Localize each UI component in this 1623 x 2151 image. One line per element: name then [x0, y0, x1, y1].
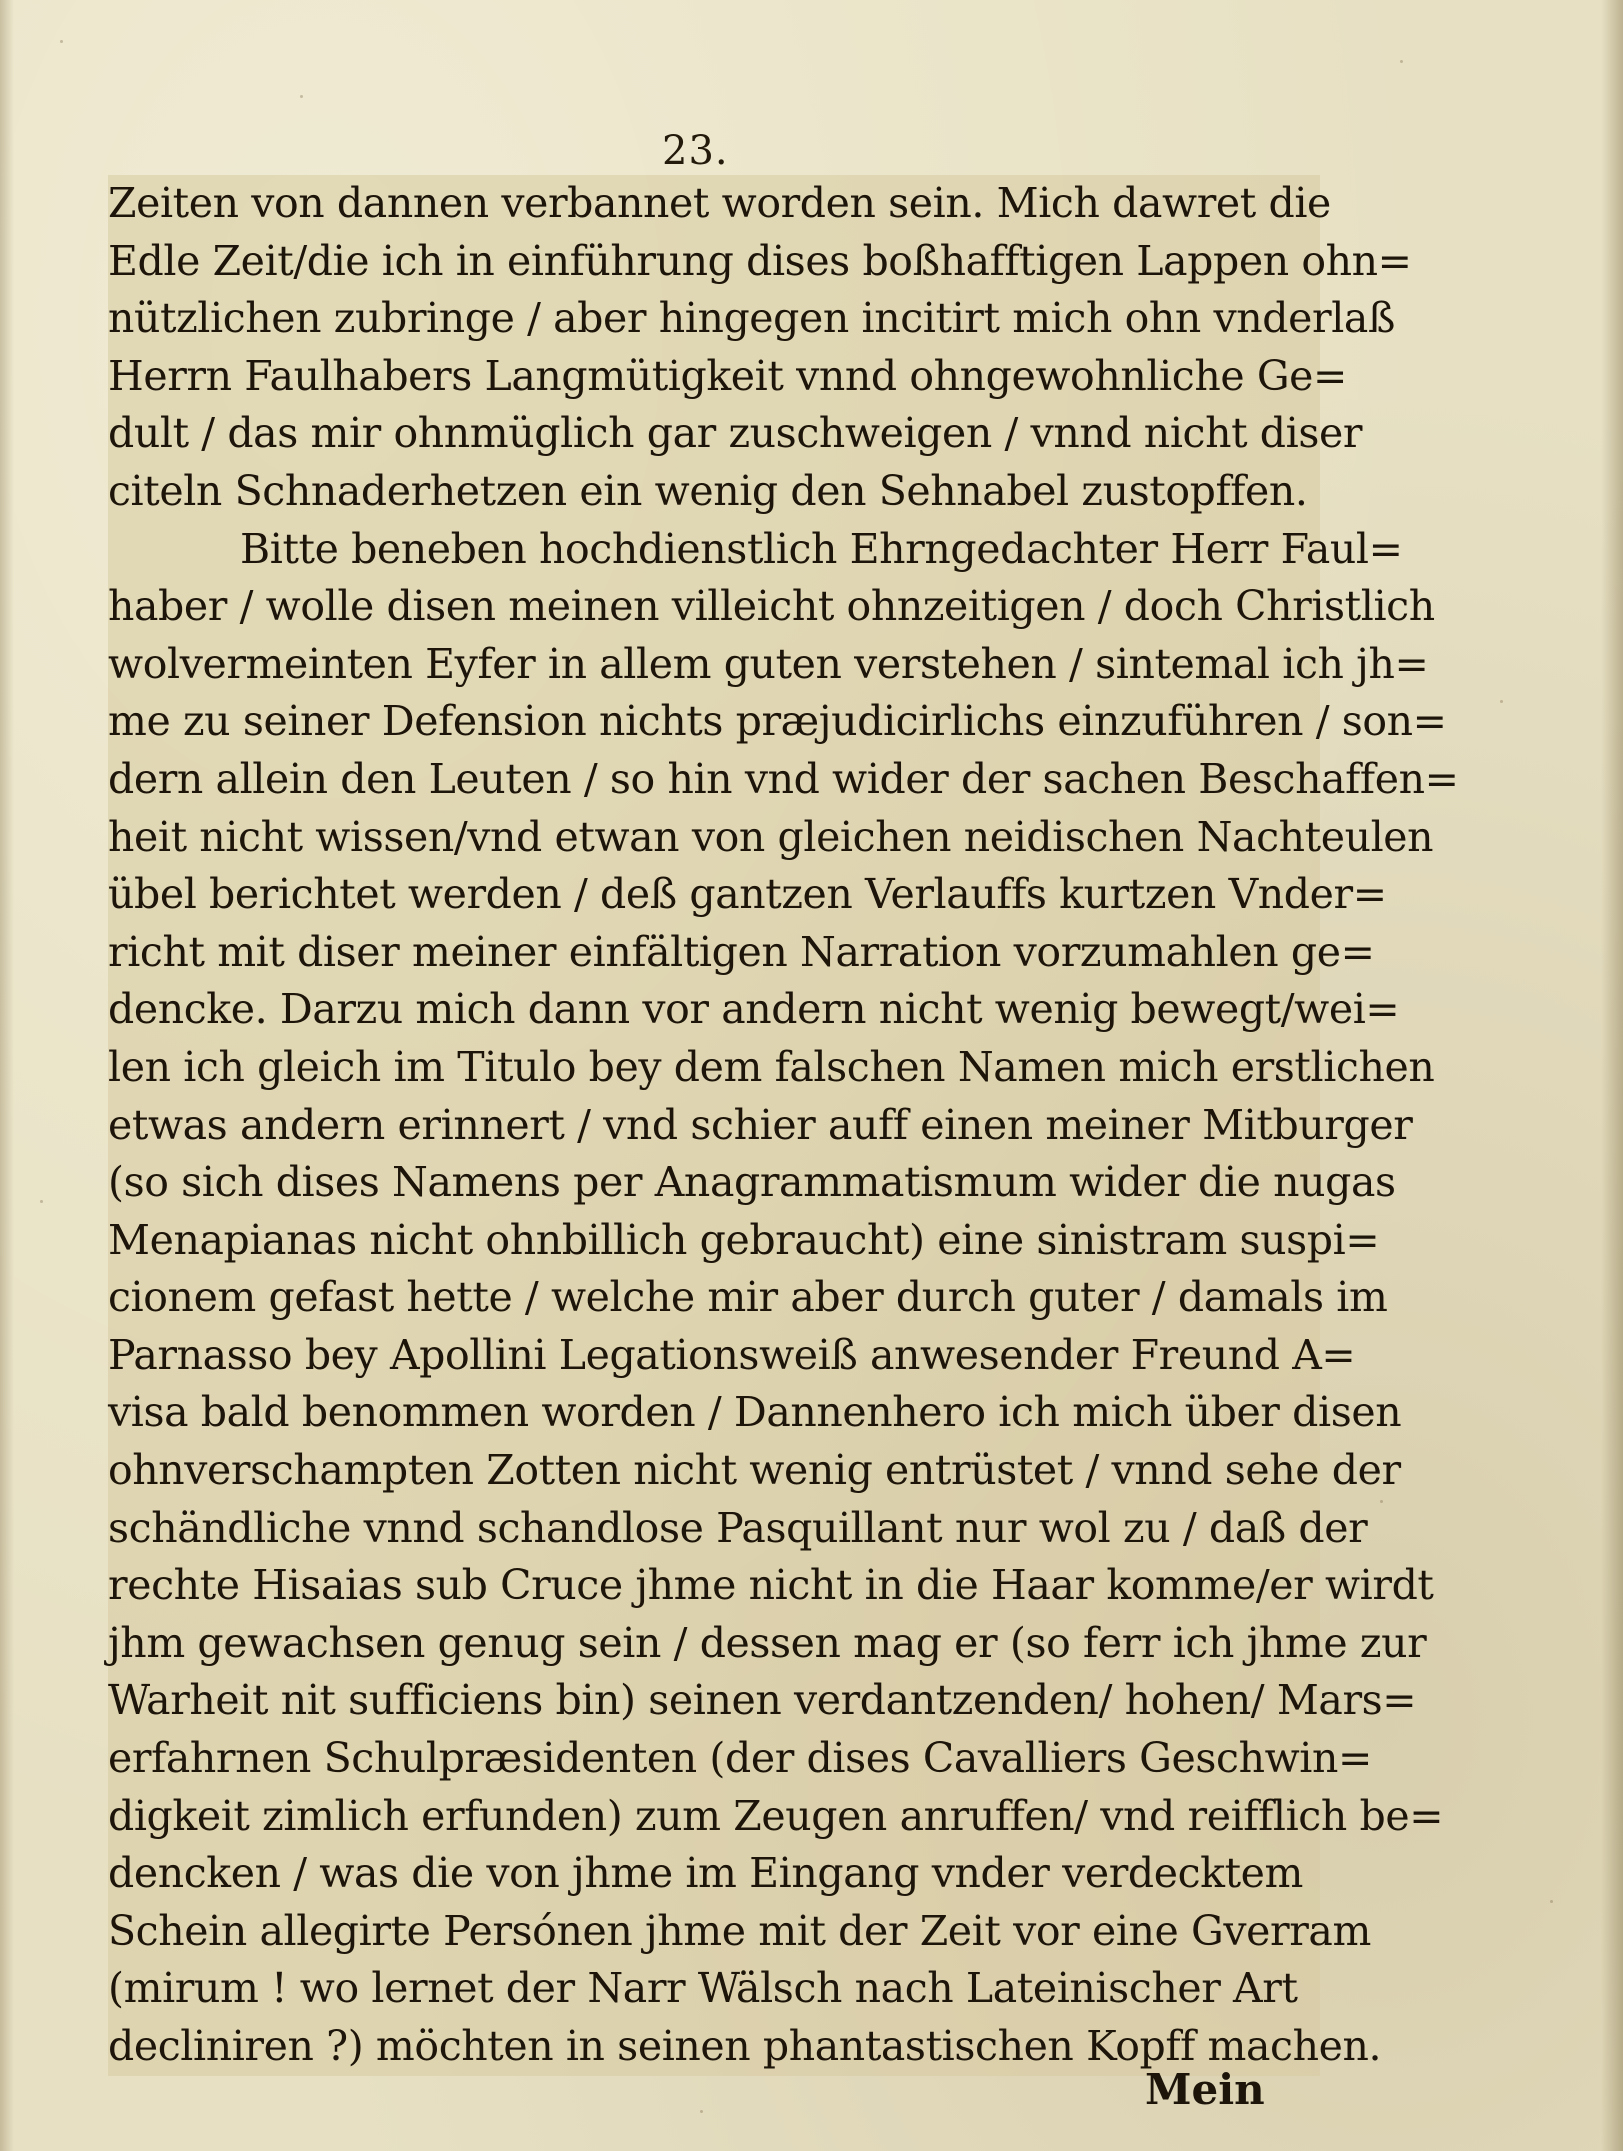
paper-speck	[1380, 1500, 1383, 1503]
text-line: Warheit nit sufficiens bin) seinen verdantzenden/ hohen/ Mars=	[108, 1676, 1417, 1725]
text-line: haber / wolle disen meinen villeicht ohnzeitigen / doch Christlich	[108, 582, 1435, 631]
text-line: etwas andern erinnert / vnd schier auff einen meiner Mitburger	[108, 1100, 1413, 1149]
text-line: len ich gleich im Titulo bey dem falschen Namen mich erstlichen	[108, 1042, 1435, 1091]
text-line: schändliche vnnd schandlose Pasquillant nur wol zu / daß der	[108, 1503, 1368, 1552]
body-text	[108, 175, 1459, 2076]
text-line: übel berichtet werden / deß gantzen Verlauffs kurtzen Vnder=	[108, 870, 1387, 919]
text-line: heit nicht wissen/vnd etwan von gleichen neidischen Nachteulen	[108, 812, 1434, 861]
text-line: Parnasso bey Apollini Legationsweiß anwesender Freund A=	[108, 1330, 1356, 1379]
text-line: erfahrnen Schulpræsidenten (der dises Cavalliers Geschwin=	[108, 1734, 1372, 1783]
catchword: Mein	[1145, 2065, 1265, 2114]
text-line: (so sich dises Namens per Anagrammatismum wider die nugas	[108, 1158, 1396, 1207]
text-line: Bitte beneben hochdienstlich Ehrngedachter Herr Faul=	[240, 524, 1403, 573]
text-line: dult / das mir ohnmüglich gar zuschweigen / vnnd nicht diser	[108, 409, 1363, 458]
paper-speck	[1400, 60, 1403, 63]
page-number: 23.	[662, 128, 729, 174]
text-line: dern allein den Leuten / so hin vnd wider der sachen Beschaffen=	[108, 754, 1459, 803]
text-line: jhm gewachsen genug sein / dessen mag er (so ferr ich jhme zur	[108, 1618, 1427, 1667]
text-line: dencken / was die von jhme im Eingang vnder verdecktem	[108, 1849, 1304, 1898]
paper-speck	[300, 95, 303, 98]
text-line: nützlichen zubringe / aber hingegen incitirt mich ohn vnderlaß	[108, 294, 1395, 343]
paper-speck	[60, 40, 63, 43]
paper-speck	[1550, 1900, 1553, 1903]
text-line: wolvermeinten Eyfer in allem guten verstehen / sintemal ich jh=	[108, 639, 1429, 688]
paper-speck	[700, 2110, 703, 2113]
text-line: citeln Schnaderhetzen ein wenig den Sehnabel zustopffen.	[108, 466, 1308, 515]
text-line: ohnverschampten Zotten nicht wenig entrüstet / vnnd sehe der	[108, 1446, 1401, 1495]
text-line: digkeit zimlich erfunden) zum Zeugen anruffen/ vnd reifflich be=	[108, 1791, 1444, 1840]
text-line: richt mit diser meiner einfältigen Narration vorzumahlen ge=	[108, 927, 1375, 976]
text-line: dencke. Darzu mich dann vor andern nicht wenig bewegt/wei=	[108, 985, 1400, 1034]
page-edge-left	[0, 0, 14, 2151]
text-line: decliniren ?) möchten in seinen phantastischen Kopff machen.	[108, 2022, 1382, 2070]
text-line: rechte Hisaias sub Cruce jhme nicht in die Haar komme/er wirdt	[108, 1561, 1434, 1610]
text-line: visa bald benommen worden / Dannenhero ich mich über disen	[108, 1388, 1402, 1437]
paper-speck	[40, 1200, 43, 1203]
text-line: Herrn Faulhabers Langmütigkeit vnnd ohngewohnliche Ge=	[108, 351, 1347, 400]
text-line: Edle Zeit/die ich in einführung dises boßhafftigen Lappen ohn=	[108, 236, 1412, 285]
paper-speck	[1500, 700, 1503, 703]
text-line: cionem gefast hette / welche mir aber durch guter / damals im	[108, 1273, 1388, 1322]
text-line: Menapianas nicht ohnbillich gebraucht) eine sinistram suspi=	[108, 1215, 1380, 1264]
page-edge-right	[1601, 0, 1623, 2151]
text-line: Zeiten von dannen verbannet worden sein. Mich dawret die	[108, 179, 1331, 227]
text-line: me zu seiner Defension nichts præjudicirlichs einzuführen / son=	[108, 697, 1447, 746]
text-line: Schein allegirte Persónen jhme mit der Zeit vor eine Gverram	[108, 1906, 1371, 1955]
text-line: (mirum ! wo lernet der Narr Wälsch nach Lateinischer Art	[108, 1964, 1298, 2013]
